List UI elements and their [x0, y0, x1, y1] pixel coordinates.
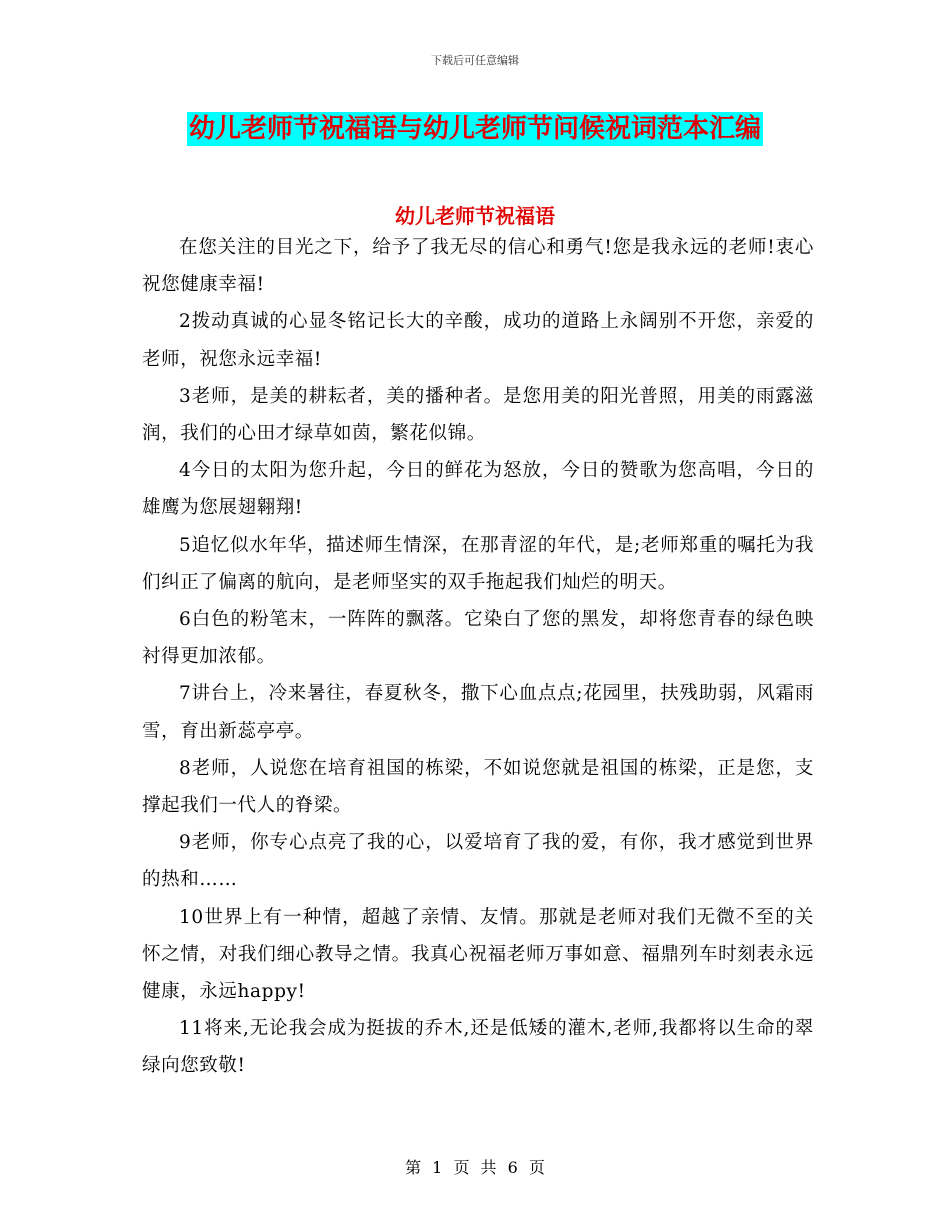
paragraph: 2拨动真诚的心显冬铭记长大的辛酸，成功的道路上永阔别不开您，亲爱的老师，祝您永远幸福! — [142, 311, 814, 370]
page-number: 第 1 页 共 6 页 — [405, 1158, 545, 1177]
paragraph: 3老师，是美的耕耘者，美的播种者。是您用美的阳光普照，用美的雨露滋润，我们的心田才绿草如茵，繁花似锦。 — [142, 385, 814, 445]
document-title-container — [0, 112, 950, 146]
paragraph: 11将来,无论我会成为挺拔的乔木,还是低矮的灌木,老师,我都将以生命的翠绿向您致敬! — [142, 1018, 814, 1077]
paragraph: 5追忆似水年华，描述师生情深，在那青涩的年代，是;老师郑重的嘱托为我们纠正了偏离的航向，是老师坚实的双手拖起我们灿烂的明天。 — [142, 534, 814, 593]
paragraph: 6白色的粉笔末，一阵阵的飘落。它染白了您的黑发，却将您青春的绿色映衬得更加浓郁。 — [142, 609, 814, 668]
paragraph: 9老师，你专心点亮了我的心，以爱培育了我的爱，有你，我才感觉到世界的热和…… — [142, 832, 814, 891]
document-title: 幼儿老师节祝福语与幼儿老师节问候祝词范本汇编 — [188, 114, 761, 144]
page-header-note: 下载后可任意编辑 — [431, 54, 519, 67]
paragraph: 在您关注的目光之下，给予了我无尽的信心和勇气!您是我永远的老师!衷心祝您健康幸福! — [142, 237, 814, 296]
paragraph: 7讲台上，冷来暑往，春夏秋冬，撒下心血点点;花园里，扶残助弱，风霜雨雪，育出新蕊亭亭。 — [142, 683, 814, 742]
paragraph: 10世界上有一种情，超越了亲情、友情。那就是老师对我们无微不至的关怀之情，对我们细心教导之情。我真心祝福老师万事如意、福鼎列车时刻表永远健康，永远happy! — [142, 906, 814, 1003]
paragraph: 8老师，人说您在培育祖国的栋梁，不如说您就是祖国的栋梁，正是您，支撑起我们一代人的脊梁。 — [142, 757, 814, 817]
paragraph: 4今日的太阳为您升起，今日的鲜花为怒放，今日的赞歌为您高唱，今日的雄鹰为您展翅翱翔! — [142, 460, 814, 519]
section-title: 幼儿老师节祝福语 — [395, 204, 555, 228]
document-body — [142, 229, 814, 1085]
